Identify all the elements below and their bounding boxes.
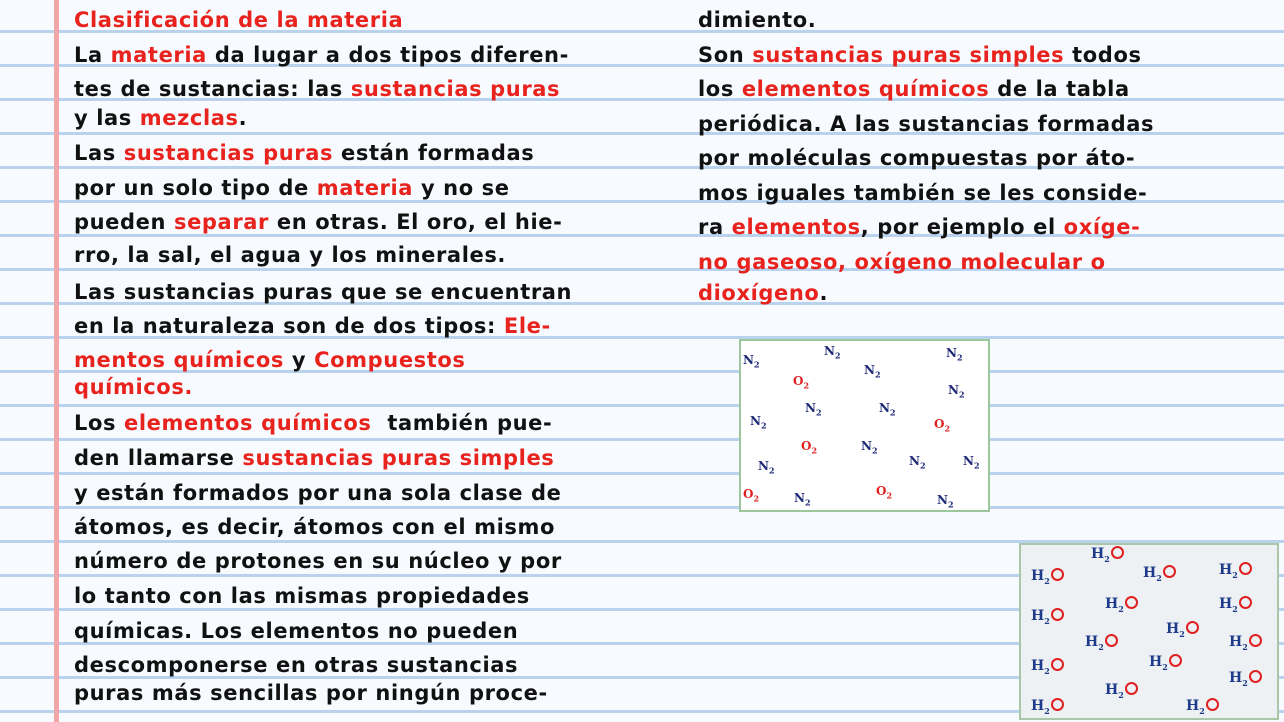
text-segment: por un solo tipo de (74, 176, 317, 200)
oxygen-atom-ring (1169, 654, 1182, 667)
nitrogen-molecule: $N_2$ (909, 454, 926, 471)
water-molecule: $H_2$ (1031, 608, 1064, 626)
nitrogen-molecule: $N_2$ (937, 493, 954, 510)
highlighted-term: elementos químicos (741, 77, 990, 101)
highlighted-term: oxíge- (1063, 215, 1141, 239)
nitrogen-molecule: $N_2$ (794, 491, 811, 508)
text-segment: átomos, es decir, átomos con el mismo (74, 515, 556, 539)
oxygen-atom-ring (1239, 562, 1252, 575)
oxygen-atom-ring (1051, 568, 1064, 581)
highlighted-term: dioxígeno (698, 281, 820, 305)
text-segment: y no se (413, 176, 510, 200)
water-molecules-diagram (1019, 543, 1279, 720)
text-line (74, 678, 548, 708)
text-segment: Los (74, 411, 125, 435)
oxygen-atom-ring (1105, 634, 1118, 647)
text-segment: todos (1064, 43, 1142, 67)
text-segment: tes de sustancias: las (74, 77, 351, 101)
text-line (74, 5, 403, 35)
text-line (74, 103, 247, 133)
water-molecule: $H_2$ (1031, 568, 1064, 586)
highlighted-term: sustancias puras (123, 141, 334, 165)
nitrogen-molecule: $N_2$ (758, 459, 775, 476)
text-segment: químicas. Los elementos no pueden (74, 619, 519, 643)
text-line (74, 173, 510, 203)
oxygen-atom-ring (1111, 546, 1124, 559)
text-segment: dimiento. (698, 8, 817, 32)
oxygen-atom-ring (1125, 596, 1138, 609)
text-segment: rro, la sal, el agua y los minerales. (74, 243, 507, 267)
nitrogen-molecule: $N_2$ (824, 344, 841, 361)
text-line (698, 247, 1106, 277)
text-line (698, 5, 816, 35)
nitrogen-molecule: $N_2$ (963, 454, 980, 471)
text-segment: Las sustancias puras que se encuentran (74, 280, 573, 304)
water-molecule: $H_2$ (1229, 634, 1262, 652)
text-segment: . (238, 106, 248, 130)
text-segment: número de protones en su núcleo y por (74, 549, 562, 573)
nitrogen-molecule: $N_2$ (864, 363, 881, 380)
text-segment: periódica. A las sustancias formadas (698, 112, 1155, 136)
text-line (74, 478, 562, 508)
text-segment: descomponerse en otras sustancias (74, 653, 519, 677)
text-line (74, 616, 518, 646)
oxygen-atom-ring (1206, 698, 1219, 711)
text-segment: en otras. El oro, el hie- (269, 210, 563, 234)
text-line (74, 581, 530, 611)
water-molecule: $H_2$ (1219, 596, 1252, 614)
nitrogen-molecule: $N_2$ (750, 414, 767, 431)
text-segment: lo tanto con las mismas propiedades (74, 584, 530, 608)
highlighted-term: Clasificación de la materia (74, 8, 404, 32)
text-segment: y están formados por una sola clase de (74, 481, 562, 505)
highlighted-term: elementos químicos (124, 411, 372, 435)
nitrogen-molecule: $N_2$ (946, 346, 963, 363)
water-molecule: $H_2$ (1186, 698, 1219, 716)
highlighted-term: materia (110, 43, 207, 67)
highlighted-term: materia (316, 176, 414, 200)
text-line (74, 240, 506, 270)
oxygen-molecule: $O_2$ (793, 374, 810, 391)
text-line (698, 74, 1130, 104)
nitrogen-molecule: $N_2$ (948, 383, 965, 400)
text-segment: da lugar a dos tipos diferen- (206, 43, 569, 67)
highlighted-term: Ele- (503, 314, 551, 338)
text-line (698, 278, 828, 308)
highlighted-term: mezclas (139, 106, 239, 130)
water-molecule: $H_2$ (1031, 658, 1064, 676)
text-line (74, 443, 554, 473)
text-line (74, 512, 555, 542)
oxygen-atom-ring (1163, 565, 1176, 578)
oxygen-molecule: $O_2$ (743, 487, 760, 504)
text-segment: . (819, 281, 829, 305)
highlighted-term: químicos. (74, 375, 194, 399)
text-segment: den llamarse (74, 446, 243, 470)
water-molecule: $H_2$ (1229, 670, 1262, 688)
oxygen-atom-ring (1249, 670, 1262, 683)
oxygen-atom-ring (1051, 658, 1064, 671)
text-segment: en la naturaleza son de dos tipos: (74, 314, 504, 338)
text-line (74, 372, 193, 402)
oxygen-atom-ring (1239, 596, 1252, 609)
text-line (74, 650, 518, 680)
text-line (698, 109, 1154, 139)
nitrogen-molecule: $N_2$ (879, 401, 896, 418)
water-molecule: $H_2$ (1143, 565, 1176, 583)
highlighted-term: sustancias puras simples (752, 43, 1065, 67)
text-line (74, 207, 562, 237)
highlighted-term: no gaseoso, oxígeno molecular o (698, 250, 1106, 274)
highlighted-term: Compuestos (314, 348, 466, 372)
highlighted-term: elementos (731, 215, 861, 239)
text-segment: también pue- (371, 411, 553, 435)
text-segment: ra (698, 215, 732, 239)
text-segment: Son (698, 43, 753, 67)
text-segment: están formadas (333, 141, 535, 165)
water-molecule: $H_2$ (1219, 562, 1252, 580)
oxygen-atom-ring (1125, 682, 1138, 695)
text-line (74, 74, 560, 104)
oxygen-atom-ring (1051, 698, 1064, 711)
text-segment: Las (74, 141, 124, 165)
water-molecule: $H_2$ (1166, 621, 1199, 639)
water-molecule: $H_2$ (1149, 654, 1182, 672)
water-molecule: $H_2$ (1085, 634, 1118, 652)
water-molecule: $H_2$ (1105, 596, 1138, 614)
water-molecule: $H_2$ (1091, 546, 1124, 564)
oxygen-molecule: $O_2$ (801, 439, 818, 456)
text-segment: por moléculas compuestas por áto- (698, 146, 1136, 170)
nitrogen-molecule: $N_2$ (743, 353, 760, 370)
nitrogen-molecule: $N_2$ (805, 401, 822, 418)
highlighted-term: mentos químicos (74, 348, 284, 372)
text-line (74, 345, 466, 375)
text-line (698, 40, 1142, 70)
text-segment: puras más sencillas por ningún proce- (74, 681, 548, 705)
text-segment: los (698, 77, 742, 101)
text-segment: y (284, 348, 315, 372)
highlighted-term: sustancias puras (350, 77, 561, 101)
text-segment: pueden (74, 210, 174, 234)
text-line (74, 277, 572, 307)
text-segment: mos iguales también se les conside- (698, 181, 1148, 205)
text-line (74, 138, 534, 168)
text-line (698, 212, 1140, 242)
highlighted-term: sustancias puras simples (242, 446, 555, 470)
text-segment: , por ejemplo el (860, 215, 1064, 239)
text-line (74, 40, 569, 70)
oxygen-atom-ring (1051, 608, 1064, 621)
text-line (74, 408, 552, 438)
text-segment: La (74, 43, 111, 67)
text-line (74, 311, 551, 341)
oxygen-molecule: $O_2$ (876, 484, 893, 501)
notebook-margin-line (54, 0, 59, 722)
text-line (698, 143, 1135, 173)
oxygen-molecule: $O_2$ (934, 417, 951, 434)
nitrogen-molecule: $N_2$ (861, 439, 878, 456)
text-segment: de la tabla (989, 77, 1130, 101)
highlighted-term: separar (173, 210, 269, 234)
oxygen-atom-ring (1249, 634, 1262, 647)
text-line (74, 546, 562, 576)
water-molecule: $H_2$ (1105, 682, 1138, 700)
text-segment: y las (74, 106, 140, 130)
nitrogen-oxygen-mixture-diagram (739, 339, 990, 512)
oxygen-atom-ring (1186, 621, 1199, 634)
text-line (698, 178, 1147, 208)
water-molecule: $H_2$ (1031, 698, 1064, 716)
